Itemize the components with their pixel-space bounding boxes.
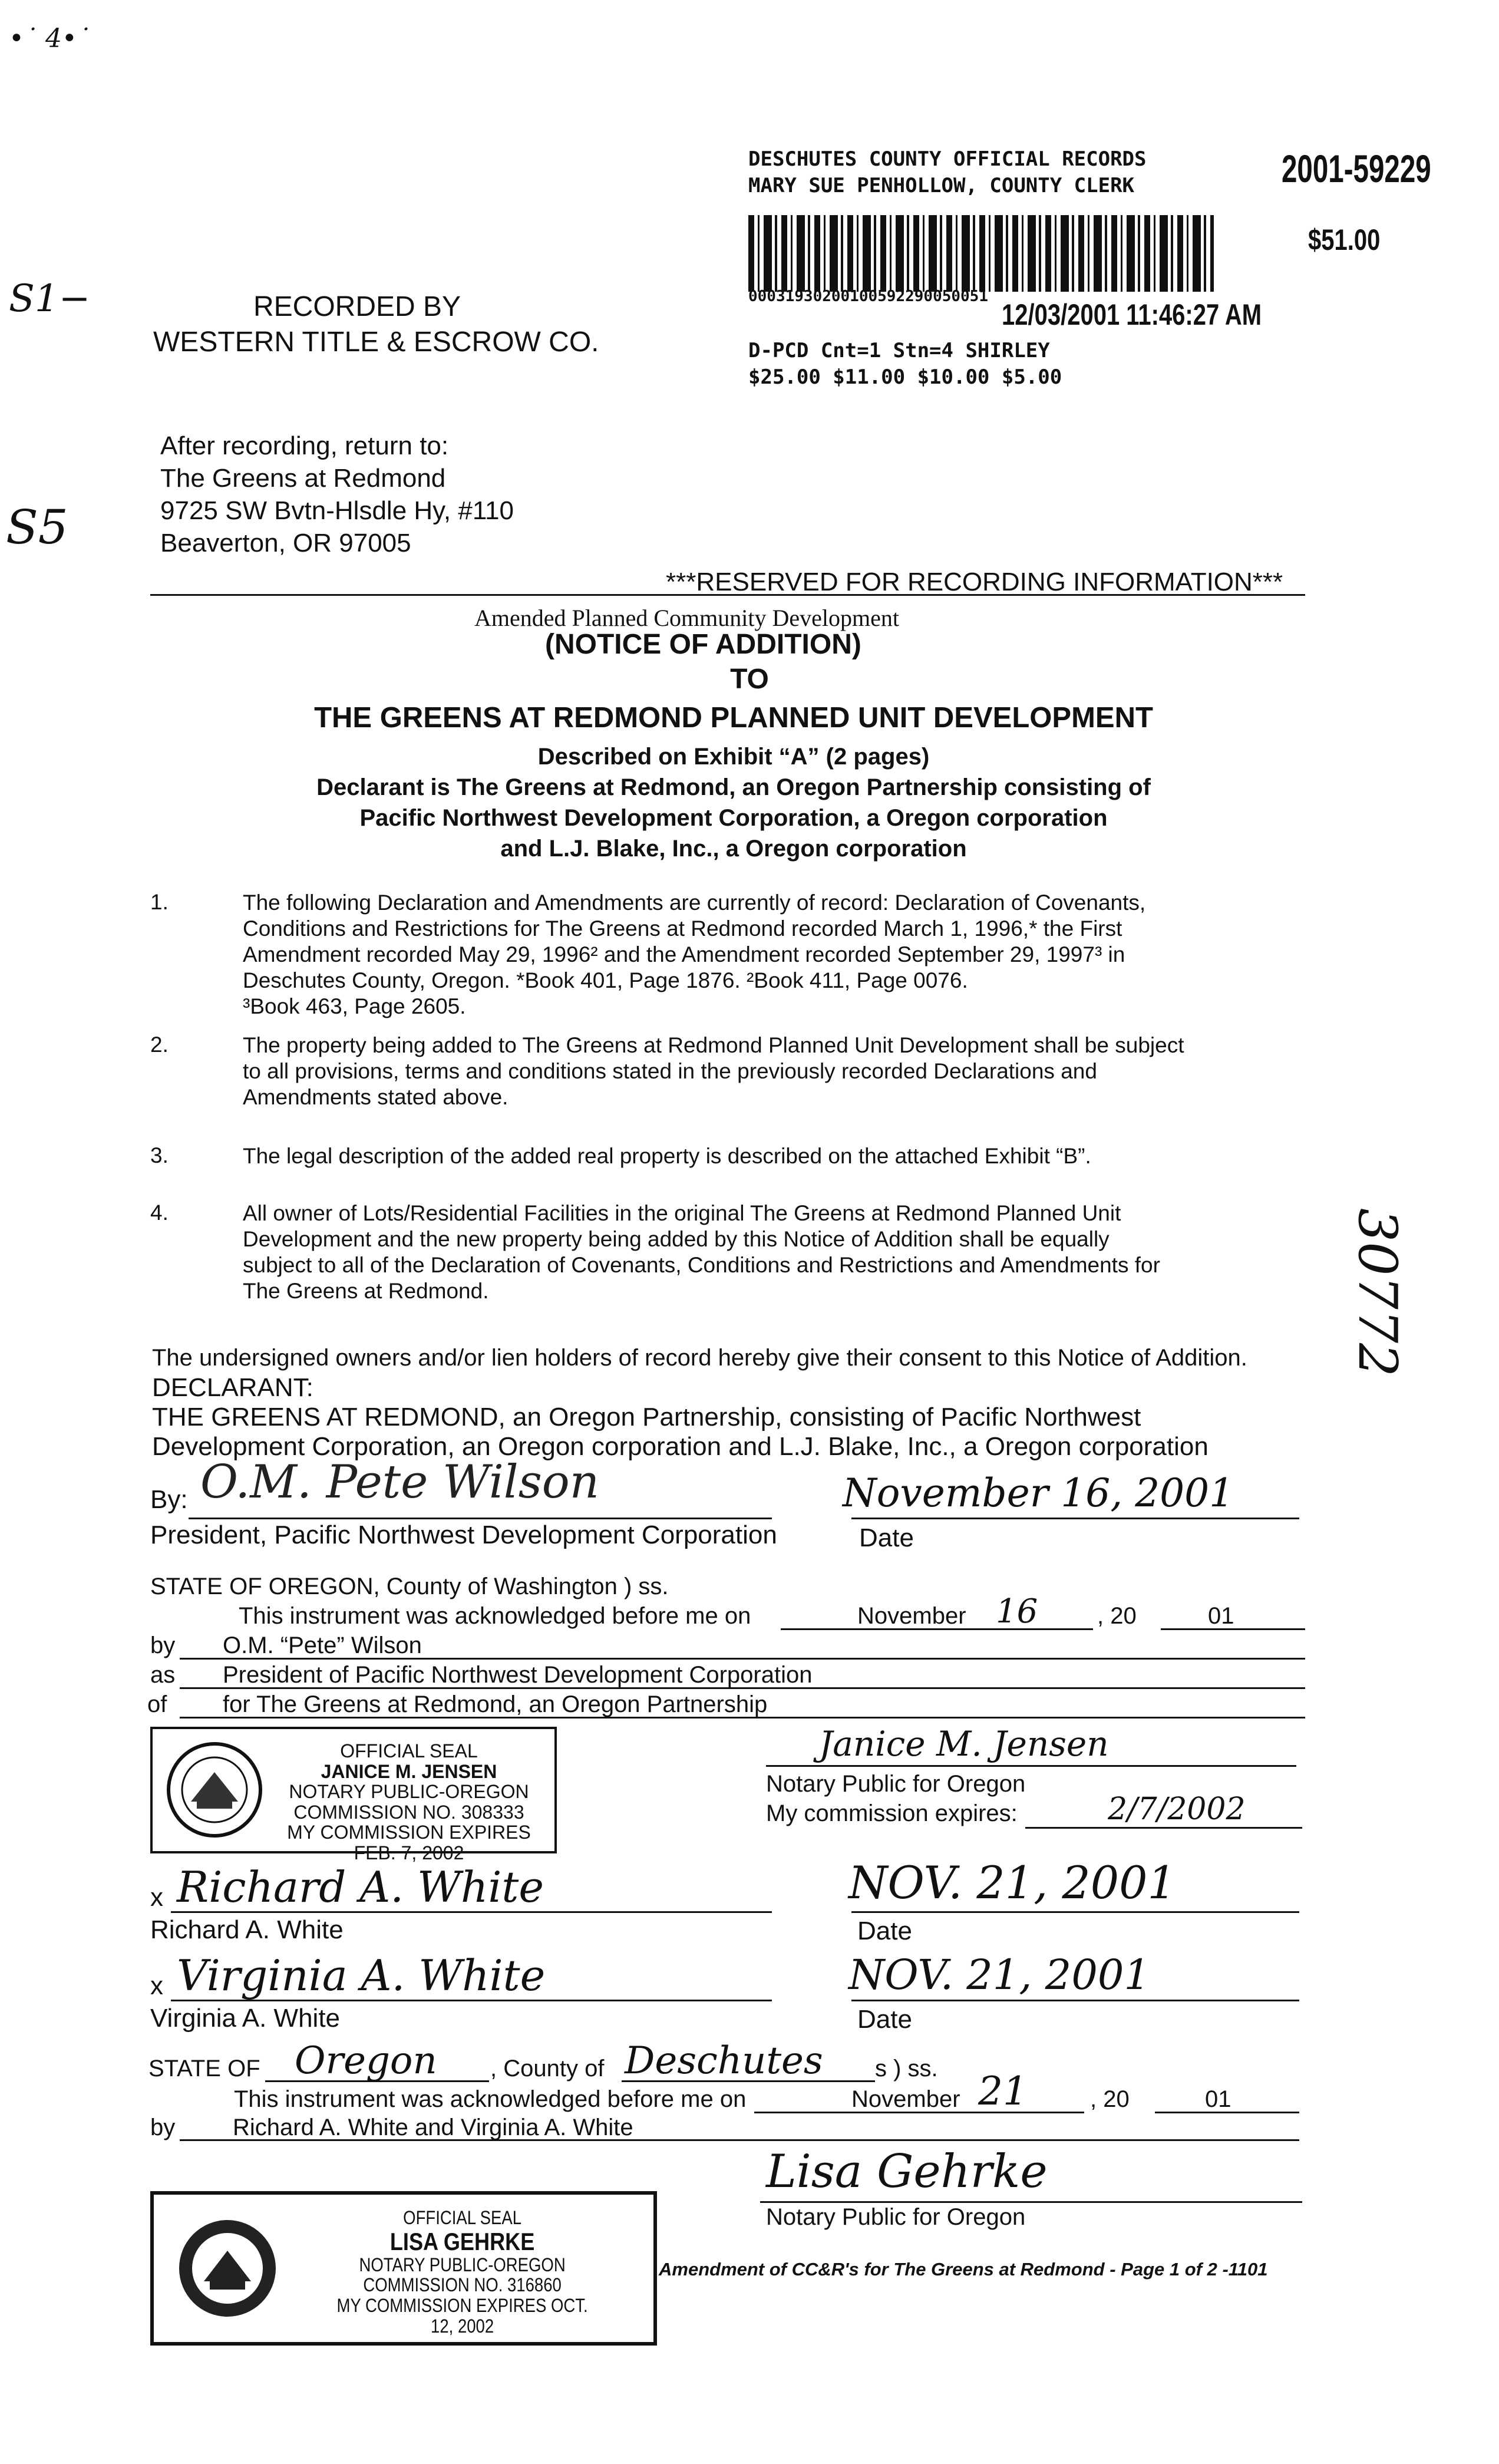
ack1-day: 16: [996, 1592, 1038, 1631]
item-4-text: All owner of Lots/Residential Facilities in the original The Greens at Redmond Planned Unit Development and the new property being added by this Notice of Addition shall be equally subject to all of the Declaration of Covenants, Conditions and Restrictions and Amendments for The Greens at Redmond.: [243, 1201, 1160, 1303]
notice-subject: THE GREENS AT REDMOND PLANNED UNIT DEVELOPMENT: [314, 702, 1153, 734]
item-1-text: The following Declaration and Amendments are currently of record: Declaration of Covenants, Conditions and Restrictions for The Greens at Redmond recorded March 1, 1996,* the First Amendment recorded May 29, 1996² and the Amendment recorded September 29, 1997³ in Deschutes County, Oregon. *Book 401, Page 1876. ²Book 411, Page 0076. ³Book 463, Page 2605.: [243, 890, 1146, 1018]
return-to-city: Beaverton, OR 97005: [160, 529, 411, 558]
date-handwritten-1: November 16, 2001: [843, 1470, 1234, 1516]
return-to-street: 9725 SW Bvtn-Hlsdle Hy, #110: [160, 496, 514, 525]
recording-stamp-line1: DESCHUTES COUNTY OFFICIAL RECORDS: [748, 147, 1147, 171]
state-seal-emblem-icon: [174, 2215, 280, 2321]
signer-title-1: President, Pacific Northwest Development Corporation: [150, 1520, 777, 1549]
declarant-line1: Declarant is The Greens at Redmond, an Oregon Partnership consisting of: [316, 774, 1151, 800]
sig3-x-mark: x: [150, 1971, 163, 2000]
margin-mark-s5: S5: [6, 500, 68, 555]
sig3-date-label: Date: [857, 2005, 912, 2034]
ack1-of-label: of: [147, 1691, 167, 1717]
ack2-state-label: STATE OF: [148, 2056, 260, 2082]
ack1-month: November: [857, 1603, 966, 1629]
signature-virginia-white: Virginia A. White: [177, 1951, 546, 2000]
notary1-expires-line: [1025, 1827, 1302, 1829]
notary-seal-jensen: OFFICIAL SEAL JANICE M. JENSEN NOTARY PUBLIC-OREGON COMMISSION NO. 308333 MY COMMISSION EXPIRES FEB. 7, 2002: [150, 1727, 557, 1853]
record-number: 2001-59229: [1282, 147, 1431, 190]
sig3-date-line: [851, 2000, 1299, 2001]
sig2-line: [171, 1911, 772, 1913]
sig2-date-label: Date: [857, 1917, 912, 1945]
recording-stamp-line2: MARY SUE PENHOLLOW, COUNTY CLERK: [748, 174, 1135, 197]
consent-statement: The undersigned owners and/or lien holders of record hereby give their consent to this Notice of Addition.: [152, 1345, 1247, 1371]
sig3-date-handwritten: NOV. 21, 2001: [848, 1951, 1150, 1999]
ack2-state-line: [265, 2080, 489, 2082]
return-to-name: The Greens at Redmond: [160, 464, 446, 493]
item-1-number: 1.: [150, 890, 169, 914]
declarant-line3: and L.J. Blake, Inc., a Oregon corporation: [500, 836, 967, 862]
notary-signature-jensen: Janice M. Jensen: [819, 1724, 1109, 1764]
notary2-label: Notary Public for Oregon: [766, 2204, 1026, 2230]
recorded-by-label: RECORDED BY: [253, 291, 461, 322]
item-2-number: 2.: [150, 1033, 169, 1057]
declarant-entity-line2: Development Corporation, an Oregon corporation and L.J. Blake, Inc., a Oregon corporation: [152, 1432, 1209, 1461]
declarant-label: DECLARANT:: [152, 1373, 313, 1402]
notary1-label: Notary Public for Oregon: [766, 1771, 1026, 1797]
ack2-county-line: [622, 2080, 875, 2082]
signature-line-1: [189, 1518, 772, 1519]
by-label: By:: [150, 1485, 188, 1514]
margin-mark-s1: S1−: [9, 277, 91, 321]
notary1-signature-line: [766, 1765, 1296, 1767]
page-footer: Amendment of CC&R's for The Greens at Redmond - Page 1 of 2 -1101: [659, 2259, 1268, 2280]
state-seal-emblem-icon: [164, 1740, 265, 1840]
sig2-x-mark: x: [150, 1883, 163, 1912]
notary-signature-gehrke: Lisa Gehrke: [766, 2145, 1048, 2198]
notary-seal-gehrke: OFFICIAL SEAL LISA GEHRKE NOTARY PUBLIC-OREGON COMMISSION NO. 316860 MY COMMISSION EXPIRES OCT. 12, 2002: [150, 2191, 657, 2346]
sig2-name: Richard A. White: [150, 1915, 344, 1944]
notice-title: (NOTICE OF ADDITION): [545, 629, 861, 660]
ack2-instrument: This instrument was acknowledged before me on: [234, 2086, 747, 2112]
sig3-name: Virginia A. White: [150, 2004, 341, 2033]
typed-insert: Amended Planned Community Development: [474, 605, 899, 631]
declarant-line2: Pacific Northwest Development Corporation, a Oregon corporation: [359, 805, 1108, 831]
ack1-of-value: for The Greens at Redmond, an Oregon Partnership: [223, 1691, 768, 1717]
ack1-year-prefix: , 20: [1097, 1603, 1137, 1629]
ack2-by-value: Richard A. White and Virginia A. White: [233, 2115, 633, 2140]
date-label-1: Date: [859, 1523, 914, 1552]
ack1-year: 01: [1208, 1603, 1234, 1629]
ack1-state: STATE OF OREGON, County of Washington ) ss.: [150, 1574, 669, 1599]
ack1-by-label: by: [150, 1632, 176, 1658]
ack2-month: November: [851, 2086, 960, 2112]
sig3-line: [171, 2000, 772, 2001]
notice-to: TO: [730, 664, 769, 695]
date-line-1: [851, 1518, 1299, 1519]
reserved-rule: [150, 594, 1305, 596]
ack1-as-label: as: [150, 1662, 176, 1688]
ack2-day: 21: [978, 2069, 1028, 2114]
ack2-county-handwritten: Deschutes: [625, 2039, 823, 2083]
ack2-year-prefix: , 20: [1090, 2086, 1130, 2112]
recording-fees: $25.00 $11.00 $10.00 $5.00: [748, 365, 1062, 389]
return-to-label: After recording, return to:: [160, 431, 449, 460]
margin-mark-top: •˙ 4•˙: [9, 24, 90, 54]
recording-codes: D-PCD Cnt=1 Stn=4 SHIRLEY: [748, 339, 1050, 362]
sig2-date-handwritten: NOV. 21, 2001: [848, 1856, 1176, 1909]
signature-wilson: O.M. Pete Wilson: [200, 1456, 599, 1509]
declarant-entity-line1: THE GREENS AT REDMOND, an Oregon Partnership, consisting of Pacific Northwest: [152, 1403, 1141, 1431]
ack2-county-label: , County of: [490, 2056, 605, 2082]
notary2-signature-line: [760, 2201, 1302, 2203]
barcode-number: 00031930200100592290050051: [748, 288, 988, 305]
item-4-number: 4.: [150, 1200, 169, 1225]
ack1-as-value: President of Pacific Northwest Development Corporation: [223, 1662, 813, 1688]
recording-timestamp: 12/03/2001 11:46:27 AM: [1002, 298, 1262, 331]
reserved-label: ***RESERVED FOR RECORDING INFORMATION***: [666, 568, 1283, 596]
ack2-state-handwritten: Oregon: [295, 2039, 437, 2083]
notary1-expires-label: My commission expires:: [766, 1800, 1018, 1826]
ack2-by-label: by: [150, 2115, 176, 2140]
sig2-date-line: [851, 1911, 1299, 1913]
item-3-number: 3.: [150, 1143, 169, 1167]
recorded-by-company: WESTERN TITLE & ESCROW CO.: [153, 326, 599, 358]
ack1-by-value: O.M. “Pete” Wilson: [223, 1632, 422, 1658]
ack2-ss: s ) ss.: [875, 2056, 938, 2082]
ack2-year: 01: [1205, 2086, 1231, 2112]
item-2-text: The property being added to The Greens at Redmond Planned Unit Development shall be subject to all provisions, terms and conditions stated in the previously recorded Declarations and Amendments stated above.: [243, 1033, 1184, 1109]
exhibit-line: Described on Exhibit “A” (2 pages): [537, 744, 930, 770]
margin-mark-vertical-number: 30772: [1346, 1208, 1408, 1377]
recording-fee-total: $51.00: [1308, 223, 1381, 256]
recording-barcode: [748, 215, 1214, 292]
notary1-expires-date: 2/7/2002: [1108, 1792, 1246, 1827]
ack1-instrument: This instrument was acknowledged before me on: [239, 1603, 751, 1629]
item-3-text: The legal description of the added real property is described on the attached Exhibit “B”.: [243, 1144, 1091, 1168]
signature-richard-white: Richard A. White: [177, 1862, 544, 1912]
